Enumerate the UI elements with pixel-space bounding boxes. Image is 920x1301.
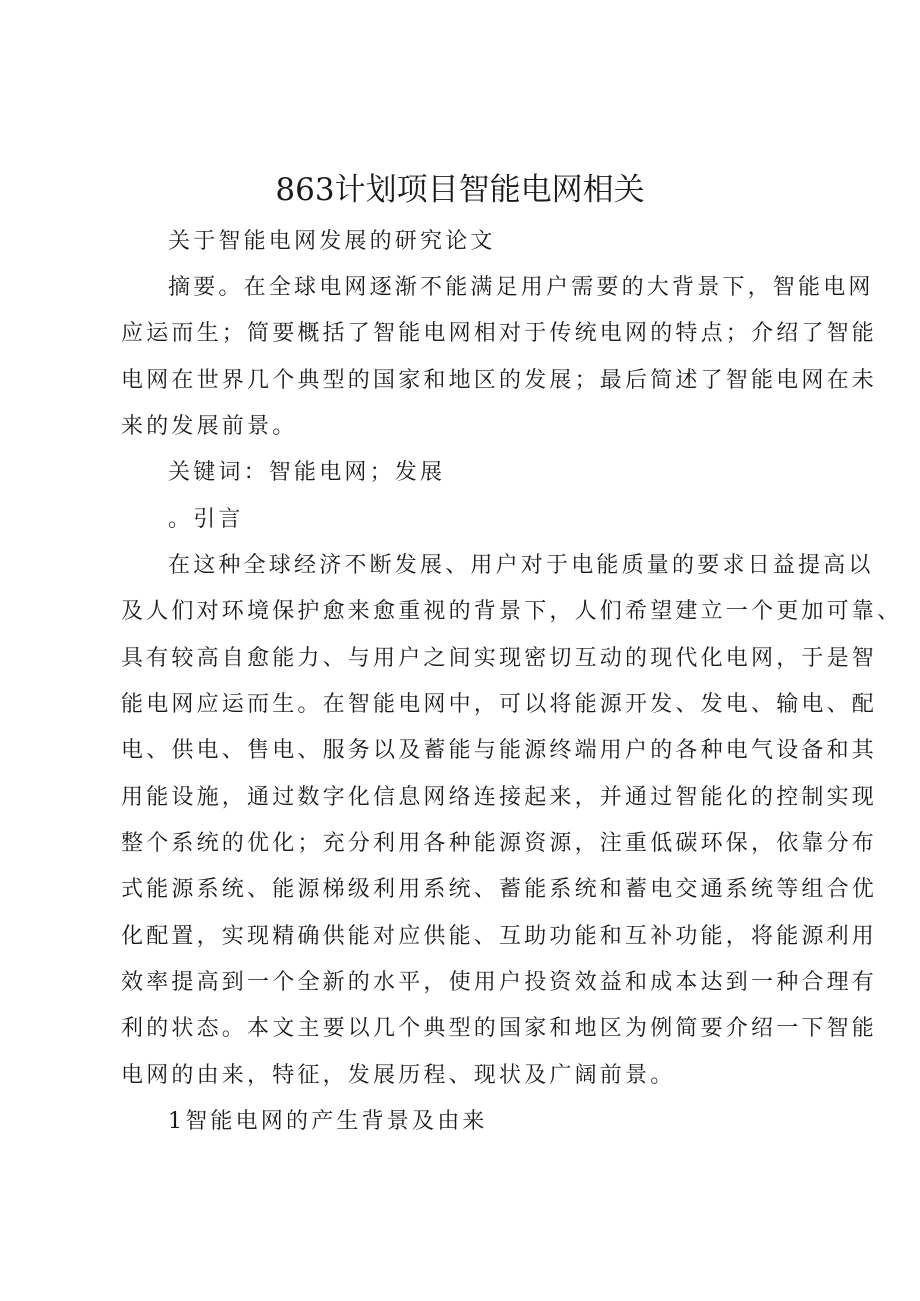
intro-line: 化配置，实现精确供能对应供能、互助功能和互补功能，将能源利用 <box>121 924 878 949</box>
intro-line: 利的状态。本文主要以几个典型的国家和地区为例简要介绍一下智能 <box>121 1016 878 1041</box>
intro-line: 具有较高自愈能力、与用户之间实现密切互动的现代化电网，于是智 <box>121 646 878 671</box>
intro-line: 电网的由来，特征，发展历程、现状及广阔前景。 <box>121 1063 676 1088</box>
intro-line: 能电网应运而生。在智能电网中，可以将能源开发、发电、输电、配 <box>121 692 878 717</box>
document-subtitle: 关于智能电网发展的研究论文 <box>168 229 496 254</box>
intro-line: 整个系统的优化；充分利用各种能源资源，注重低碳环保，依靠分布 <box>121 831 878 856</box>
intro-line: 用能设施，通过数字化信息网络连接起来，并通过智能化的控制实现 <box>121 785 878 810</box>
document-title: 863计划项目智能电网相关 <box>275 172 645 208</box>
intro-line: 在这种全球经济不断发展、用户对于电能质量的要求日益提高以 <box>168 553 874 578</box>
abstract-line: 来的发展前景。 <box>121 414 298 439</box>
abstract-line: 应运而生；简要概括了智能电网相对于传统电网的特点；介绍了智能 <box>121 321 878 346</box>
abstract-line: 电网在世界几个典型的国家和地区的发展；最后简述了智能电网在未 <box>121 368 878 393</box>
intro-line: 式能源系统、能源梯级利用系统、蓄能系统和蓄电交通系统等组合优 <box>121 877 878 902</box>
intro-line: 电、供电、售电、服务以及蓄能与能源终端用户的各种电气设备和其 <box>121 738 878 763</box>
intro-line: 及人们对环境保护愈来愈重视的背景下，人们希望建立一个更加可靠、 <box>121 599 903 624</box>
section-heading: 1智能电网的产生背景及由来 <box>168 1109 488 1134</box>
abstract-line: 摘要。在全球电网逐渐不能满足用户需要的大背景下，智能电网 <box>168 275 874 300</box>
keywords: 关键词：智能电网；发展 <box>168 460 446 485</box>
intro-line: 效率提高到一个全新的水平，使用户投资效益和成本达到一种合理有 <box>121 970 878 995</box>
intro-heading: 。引言 <box>168 507 244 532</box>
